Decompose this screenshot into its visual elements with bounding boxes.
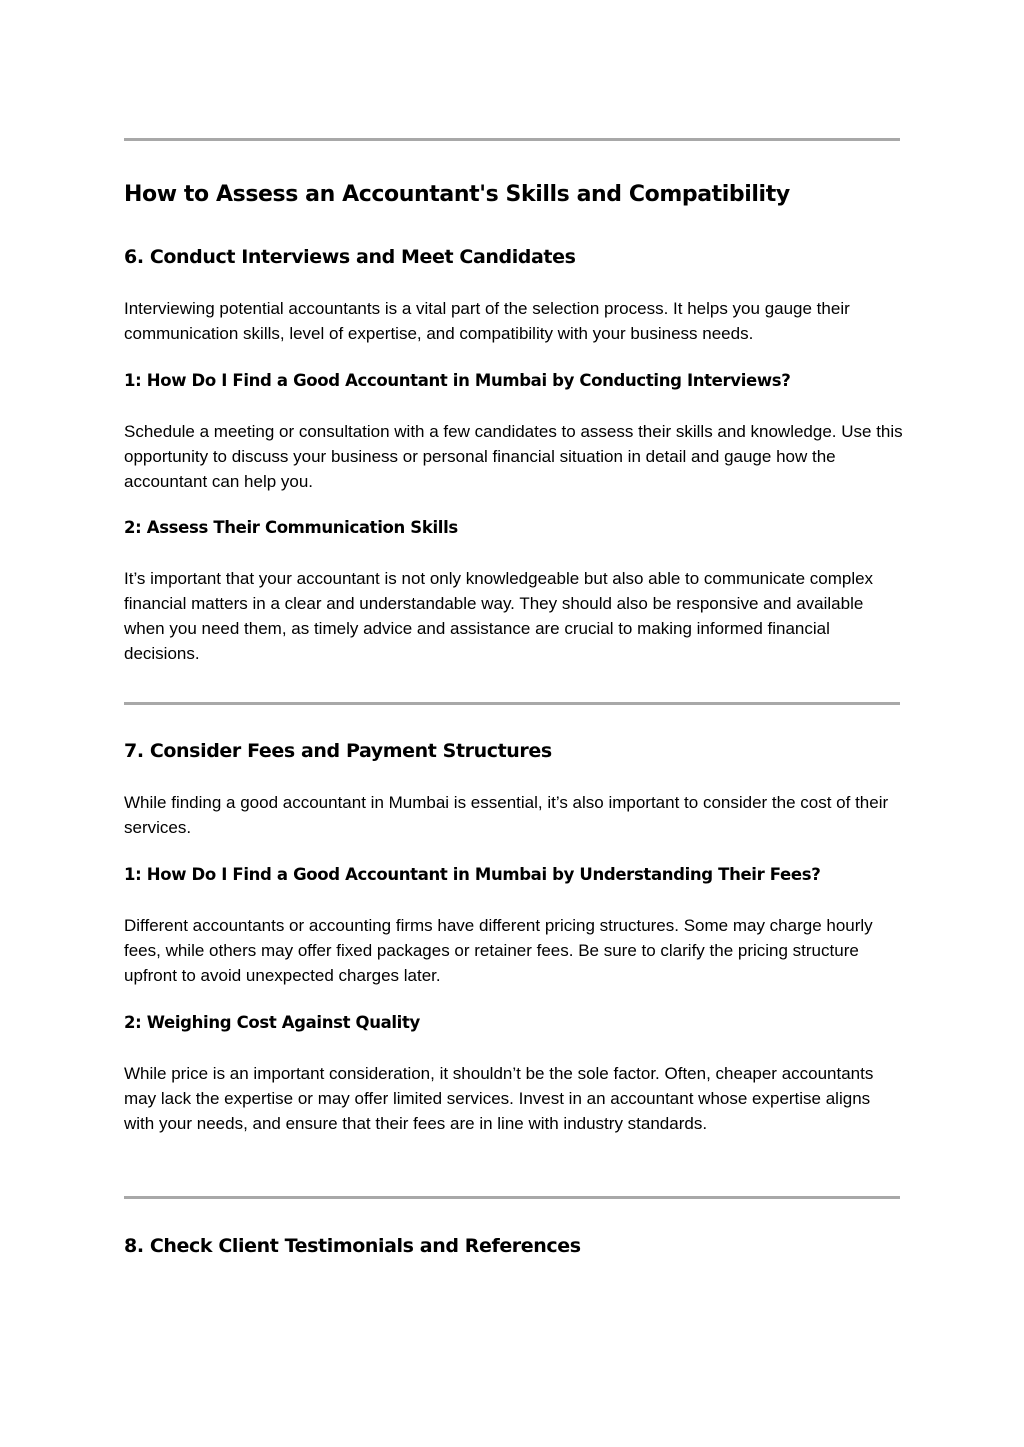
page-title: How to Assess an Accountant's Skills and Compatibility (124, 182, 790, 207)
subsection-heading: 2: Weighing Cost Against Quality (124, 1013, 420, 1032)
subsection-heading: 2: Assess Their Communication Skills (124, 518, 458, 537)
divider (124, 138, 900, 141)
section-intro: While finding a good accountant in Mumbai is essential, it’s also important to consider the cost of their services. (124, 793, 889, 837)
section-heading: 7. Consider Fees and Payment Structures (124, 740, 552, 762)
divider (124, 702, 900, 705)
section-heading: 6. Conduct Interviews and Meet Candidates (124, 246, 576, 268)
subsection-body: While price is an important consideration, it shouldn’t be the sole factor. Often, cheaper accountants may lack the expertise or may offer limited services. Invest in an accountant whose expertise aligns with your needs, and ensure that their fees are in line with industry standards. (124, 1064, 874, 1133)
subsection-body: It’s important that your accountant is not only knowledgeable but also able to communicate complex financial matters in a clear and understandable way. They should also be responsive and available when you need them, as timely advice and assistance are crucial to making informed financial decisions. (124, 569, 874, 663)
subsection-heading: 1: How Do I Find a Good Accountant in Mumbai by Conducting Interviews? (124, 371, 791, 390)
subsection-body: Schedule a meeting or consultation with a few candidates to assess their skills and knowledge. Use this opportunity to discuss your business or personal financial situation in detail and gauge how the accountant can help you. (124, 422, 903, 491)
subsection-heading: 1: How Do I Find a Good Accountant in Mumbai by Understanding Their Fees? (124, 865, 821, 884)
section-intro: Interviewing potential accountants is a vital part of the selection process. It helps you gauge their communication skills, level of expertise, and compatibility with your business needs. (124, 299, 850, 343)
section-heading: 8. Check Client Testimonials and References (124, 1235, 581, 1257)
subsection-body: Different accountants or accounting firms have different pricing structures. Some may charge hourly fees, while others may offer fixed packages or retainer fees. Be sure to clarify the pricing structure upfront to avoid unexpected charges later. (124, 916, 873, 985)
divider (124, 1196, 900, 1199)
